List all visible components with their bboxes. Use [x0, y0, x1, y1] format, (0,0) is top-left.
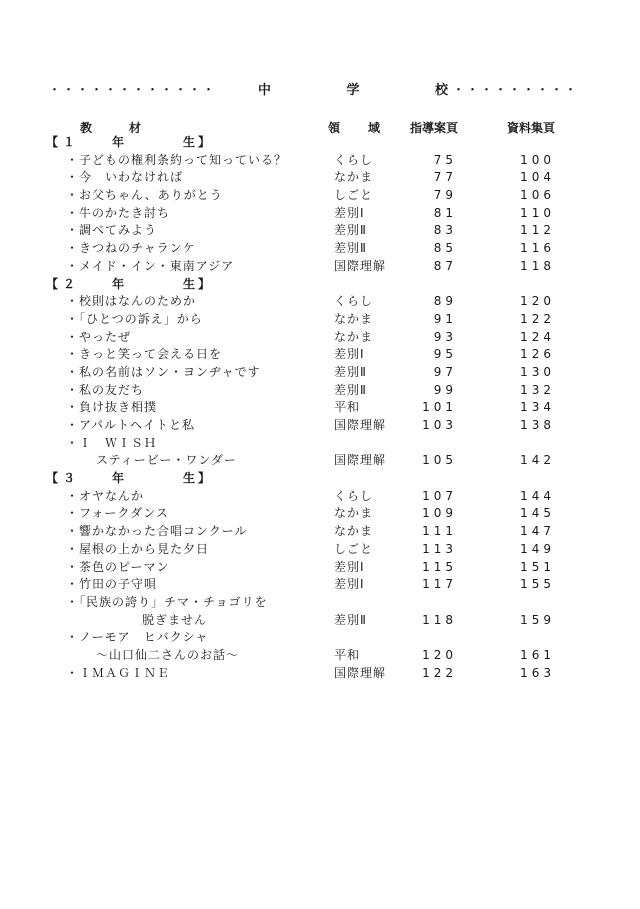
area-label: 国際理解 — [334, 258, 387, 273]
area-label: しごと — [334, 188, 374, 203]
area-label: 国際理解 — [334, 418, 387, 432]
guide-page: 103 — [422, 418, 457, 432]
table-row — [0, 205, 640, 223]
data-page: 126 — [520, 347, 555, 362]
material-title: ・ＩＭＡＧＩＮＥ — [66, 665, 171, 680]
student-label: 生 — [183, 135, 196, 149]
area-label: 差別Ⅰ — [334, 559, 365, 574]
guide-page: 89 — [433, 294, 457, 309]
grade-number: ２ — [63, 276, 76, 291]
table-row — [0, 364, 640, 382]
table-row — [0, 382, 640, 400]
guide-page: 109 — [422, 506, 457, 521]
guide-page: 95 — [433, 347, 457, 362]
material-title: ・「民族の誇り」チマ・チョゴリを — [66, 594, 268, 609]
area-label: 差別Ⅰ — [334, 347, 365, 362]
data-page: 159 — [520, 612, 555, 627]
area-label: 平和 — [334, 647, 361, 662]
guide-page: 115 — [422, 559, 457, 574]
column-header-title-2: 材 — [129, 121, 142, 135]
guide-page: 118 — [422, 612, 457, 627]
bracket-close: 】 — [198, 135, 211, 149]
material-title: ・負け抜き相撲 — [66, 400, 158, 415]
table-row — [0, 152, 640, 170]
column-header-area-1: 領 — [328, 121, 341, 135]
data-page: 142 — [520, 453, 555, 468]
material-title: ・私の名前はソン・ヨンヂャです — [66, 364, 261, 379]
material-title: ・私の友だち — [66, 382, 145, 397]
data-page: 116 — [520, 241, 555, 256]
area-label: 差別Ⅱ — [334, 223, 367, 238]
material-title: ・ノーモア ヒバクシャ — [66, 630, 209, 645]
leader-dots-right: ・・・・・・・・・ — [451, 83, 578, 98]
data-page: 120 — [520, 294, 555, 309]
contents-table — [0, 134, 640, 682]
table-row — [0, 293, 640, 311]
material-title: ・屋根の上から見た夕日 — [66, 541, 210, 556]
material-title: ・竹田の子守唄 — [66, 577, 158, 592]
guide-page: 117 — [422, 577, 457, 592]
data-page: 122 — [520, 311, 555, 326]
area-label: しごと — [334, 541, 374, 556]
guide-page: 75 — [433, 152, 457, 167]
grade-label: 年 — [112, 276, 125, 291]
column-header-title-1: 教 — [80, 121, 93, 135]
heading-char: 中 — [258, 83, 272, 98]
guide-page: 113 — [422, 541, 457, 556]
guide-page: 120 — [422, 647, 457, 662]
student-label: 生 — [183, 471, 196, 486]
area-label: 国際理解 — [334, 453, 387, 468]
material-title: ・Ｉ ＷＩＳＨ — [66, 435, 158, 450]
column-header-area-2: 域 — [368, 121, 381, 135]
material-title: ・牛のかたき討ち — [66, 205, 171, 220]
material-title: ・今 いわなければ — [66, 170, 184, 185]
guide-page: 81 — [433, 205, 457, 220]
area-label: 差別Ⅰ — [334, 577, 365, 592]
guide-page: 93 — [433, 329, 457, 344]
grade-label: 年 — [112, 135, 125, 149]
data-page: 149 — [520, 541, 555, 556]
data-page: 132 — [520, 382, 555, 397]
area-label: なかま — [334, 170, 374, 185]
area-label: 平和 — [334, 400, 361, 415]
grade-section-heading — [0, 134, 640, 152]
table-row — [0, 559, 640, 577]
material-title: ～山口仙二さんのお話～ — [96, 647, 240, 662]
school-level-heading — [48, 82, 578, 100]
leader-dots-left: ・・・・・・・・・・・・ — [48, 83, 217, 98]
material-title: ・「ひとつの訴え」から — [66, 311, 203, 326]
guide-page: 101 — [422, 400, 457, 415]
area-label: くらし — [334, 152, 374, 167]
data-page: 118 — [520, 258, 555, 273]
data-page: 110 — [520, 205, 555, 220]
table-row — [0, 541, 640, 559]
material-title: スティービー・ワンダー — [96, 453, 237, 468]
table-row — [0, 169, 640, 187]
guide-page: 91 — [433, 311, 457, 326]
guide-page: 85 — [433, 241, 457, 256]
grade-number: ３ — [63, 471, 76, 486]
bracket-open: 【 — [46, 471, 59, 486]
bracket-close: 】 — [198, 471, 211, 486]
guide-page: 99 — [433, 382, 457, 397]
material-title: ・きつねのチャランケ — [66, 241, 196, 256]
area-label: 差別Ⅱ — [334, 382, 367, 397]
table-row — [0, 399, 640, 417]
material-title: ・お父ちゃん、ありがとう — [66, 188, 223, 203]
material-title: ・やったぜ — [66, 329, 132, 344]
bracket-open: 【 — [46, 276, 59, 291]
table-row — [0, 452, 640, 470]
grade-section-heading — [0, 470, 640, 488]
area-label: くらし — [334, 294, 374, 309]
data-page: 163 — [520, 665, 555, 680]
material-title: 脱ぎません — [142, 612, 208, 627]
heading-char: 校 — [434, 83, 448, 98]
data-page: 144 — [520, 488, 555, 503]
data-page: 130 — [520, 364, 555, 379]
table-row — [0, 594, 640, 612]
table-row — [0, 505, 640, 523]
data-page: 151 — [520, 559, 555, 574]
column-header-guide: 指導案頁 — [410, 121, 459, 135]
data-page: 147 — [520, 524, 555, 539]
area-label: 差別Ⅱ — [334, 241, 367, 256]
data-page: 145 — [520, 506, 555, 521]
table-row — [0, 665, 640, 683]
material-title: ・オヤなんか — [66, 488, 145, 503]
table-row — [0, 417, 640, 435]
data-page: 161 — [520, 647, 555, 662]
guide-page: 122 — [422, 665, 457, 680]
data-page: 138 — [520, 418, 555, 432]
table-row — [0, 647, 640, 665]
grade-section-heading — [0, 276, 640, 294]
material-title: ・きっと笑って会える日を — [66, 347, 223, 362]
table-row — [0, 311, 640, 329]
area-label: 差別Ⅱ — [334, 364, 367, 379]
column-header-data: 資料集頁 — [507, 121, 556, 135]
table-row — [0, 187, 640, 205]
area-label: くらし — [334, 488, 374, 503]
data-page: 155 — [520, 577, 555, 592]
area-label: 国際理解 — [334, 665, 387, 680]
area-label: なかま — [334, 329, 374, 344]
table-row — [0, 629, 640, 647]
guide-page: 107 — [422, 488, 457, 503]
data-page: 112 — [520, 223, 555, 238]
table-row — [0, 346, 640, 364]
table-row — [0, 258, 640, 276]
table-row — [0, 576, 640, 594]
guide-page: 79 — [433, 188, 457, 203]
table-row — [0, 329, 640, 347]
material-title: ・子どもの権利条約って知っている？ — [66, 152, 288, 167]
data-page: 106 — [520, 188, 555, 203]
grade-number: １ — [63, 135, 76, 149]
area-label: なかま — [334, 506, 374, 521]
area-label: なかま — [334, 311, 374, 326]
guide-page: 77 — [433, 170, 457, 185]
data-page: 134 — [520, 400, 555, 415]
table-row — [0, 240, 640, 258]
heading-title — [258, 82, 448, 100]
table-row — [0, 612, 640, 630]
material-title: ・調べてみよう — [66, 223, 158, 238]
table-row — [0, 488, 640, 506]
guide-page: 87 — [433, 258, 457, 273]
material-title: ・校則はなんのためか — [66, 294, 197, 309]
material-title: ・茶色のピーマン — [66, 559, 170, 574]
area-label: 差別Ⅱ — [334, 612, 367, 627]
area-label: 差別Ⅰ — [334, 205, 365, 220]
data-page: 124 — [520, 329, 555, 344]
material-title: ・アパルトヘイトと私 — [66, 418, 196, 432]
material-title: ・メイド・イン・東南アジア — [66, 258, 235, 273]
guide-page: 111 — [422, 524, 457, 539]
data-page: 100 — [520, 152, 555, 167]
table-row — [0, 523, 640, 541]
table-row — [0, 435, 640, 453]
data-page: 104 — [520, 170, 555, 185]
guide-page: 105 — [422, 453, 457, 468]
material-title: ・響かなかった合唱コンクール — [66, 524, 248, 539]
bracket-open: 【 — [46, 135, 59, 149]
guide-page: 83 — [433, 223, 457, 238]
guide-page: 97 — [433, 364, 457, 379]
grade-label: 年 — [112, 471, 125, 486]
heading-char: 学 — [346, 83, 360, 98]
material-title: ・フォークダンス — [66, 506, 169, 521]
area-label: なかま — [334, 524, 374, 539]
student-label: 生 — [183, 276, 196, 291]
table-row — [0, 222, 640, 240]
bracket-close: 】 — [198, 276, 211, 291]
